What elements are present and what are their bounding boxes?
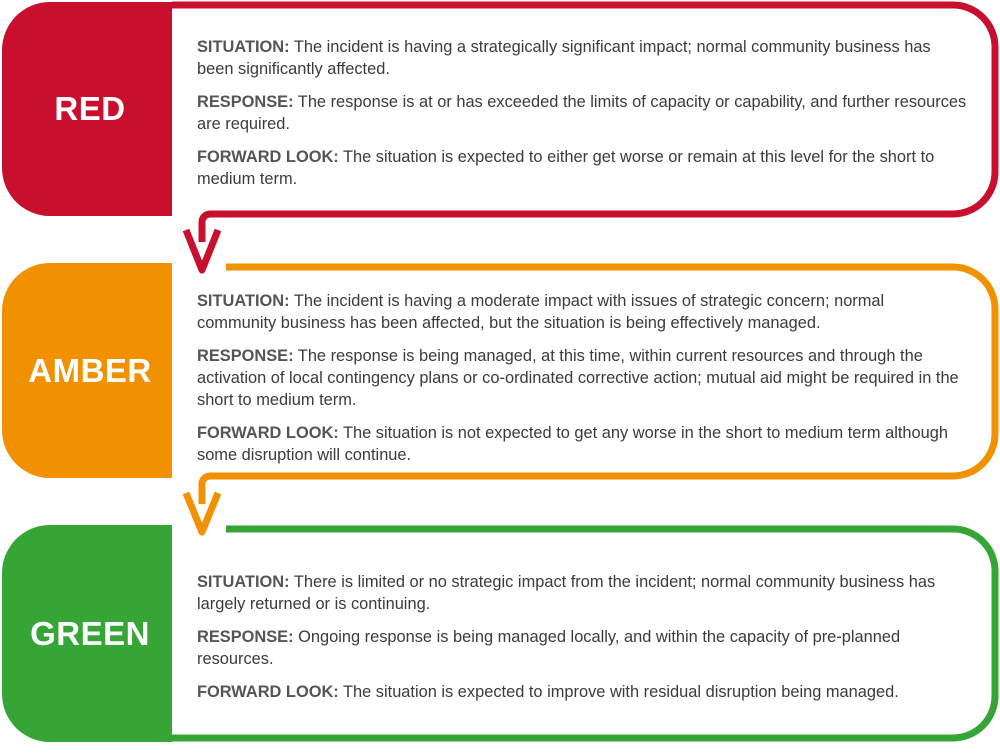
response-text: The response is at or has exceeded the limits of capacity or capability, and further resources are required.: [197, 93, 967, 133]
response-text: Ongoing response is being managed locally, and within the capacity of pre-planned resources.: [197, 628, 901, 668]
red-description: [197, 36, 967, 201]
response-term: RESPONSE:: [197, 628, 294, 646]
situation-text: There is limited or no strategic impact from the incident; normal community business has largely returned or is continuing.: [197, 573, 936, 613]
situation-term: SITUATION:: [197, 292, 290, 310]
response-term: RESPONSE:: [197, 347, 294, 365]
situation-text: The incident is having a strategically significant impact; normal community business has been significantly affected.: [197, 38, 931, 78]
green-situation: [197, 571, 967, 615]
situation-term: SITUATION:: [197, 573, 290, 591]
green-description: [197, 571, 967, 714]
forward-look-text: The situation is not expected to get any worse in the short to medium term although some disruption will continue.: [197, 424, 948, 464]
green-level-label: GREEN: [30, 614, 150, 652]
amber-response: [197, 345, 967, 411]
forward-look-text: The situation is expected to either get worse or remain at this level for the short to medium term.: [197, 148, 935, 188]
amber-forward-look: [197, 422, 967, 466]
amber-description: [197, 290, 967, 477]
red-forward-look: [197, 146, 967, 190]
red-response: [197, 91, 967, 135]
green-response: [197, 626, 967, 670]
green-forward-look: [197, 681, 967, 703]
forward-look-term: FORWARD LOOK:: [197, 148, 339, 166]
situation-term: SITUATION:: [197, 38, 290, 56]
response-text: The response is being managed, at this time, within current resources and through the activation of local contingency plans or co-ordinated corrective action; mutual aid might be required in the short to medium term.: [197, 347, 959, 409]
red-situation: [197, 36, 967, 80]
forward-look-term: FORWARD LOOK:: [197, 683, 339, 701]
response-term: RESPONSE:: [197, 93, 294, 111]
forward-look-term: FORWARD LOOK:: [197, 424, 339, 442]
situation-text: The incident is having a moderate impact with issues of strategic concern; normal community business has been affected, but the situation is being effectively managed.: [197, 292, 885, 332]
amber-level-label: AMBER: [28, 351, 152, 389]
amber-situation: [197, 290, 967, 334]
forward-look-text: The situation is expected to improve with residual disruption being managed.: [338, 683, 899, 701]
red-level-label: RED: [54, 90, 126, 127]
